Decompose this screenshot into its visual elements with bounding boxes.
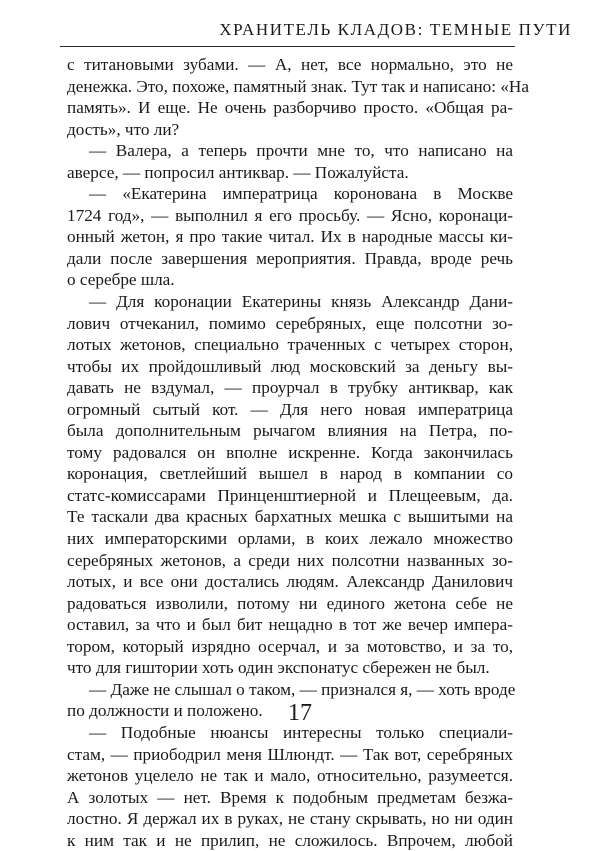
text-line: радоваться изволили, потому ни единого жетона себе не	[67, 593, 513, 613]
text-line: к ним так и не прилип, не сложилось. Впрочем, любой	[67, 830, 513, 850]
text-line: онный жетон, я про такие читал. Их в народные массы ки-	[67, 227, 513, 247]
text-line: — «Екатерина императрица коронована в Москве	[89, 184, 513, 204]
text-line: — Подобные нюансы интересны только специали-	[89, 722, 513, 742]
text-line: память». И еще. Не очень разборчиво просто. «Общая ра-	[67, 98, 513, 118]
text-line: статс-комиссарами Принценштиерной и Плещеевым, да.	[67, 485, 513, 505]
text-line: о серебре шла.	[67, 270, 175, 290]
text-line: А золотых — нет. Время к подобным предметам безжа-	[67, 787, 513, 807]
text-line: оставил, за что и был бит нещадно в тот же вечер импера-	[67, 615, 513, 635]
text-line: лостно. Я держал их в руках, не стану скрывать, но ни один	[67, 809, 513, 829]
text-line: аверсе, — попросил антиквар. — Пожалуйста.	[67, 162, 409, 182]
header-rule	[60, 46, 515, 47]
text-line: коронация, светлейший вышел в народ в компании со	[67, 464, 513, 484]
text-line: — Валера, а теперь прочти мне то, что написано на	[89, 141, 513, 161]
text-line: лотых, и все они достались людям. Александр Данилович	[67, 572, 513, 592]
body-text	[67, 54, 529, 851]
page-number: 17	[288, 700, 312, 726]
running-head: ХРАНИТЕЛЬ КЛАДОВ: ТЕМНЫЕ ПУТИ	[219, 20, 572, 39]
text-line: стам, — приободрил меня Шлюндт. — Так вот, серебряных	[67, 744, 513, 764]
text-line: огромный сытый кот. — Для него новая императрица	[67, 399, 513, 419]
text-line: Те таскали два красных бархатных мешка с вышитыми на	[67, 507, 513, 527]
text-line: серебряных жетонов, а среди них полсотни названных зо-	[67, 550, 513, 570]
text-line: чтобы их пройдошливый люд московский за деньгу вы-	[67, 356, 513, 376]
text-line: них императорскими орлами, в коих лежало множество	[67, 529, 513, 549]
text-line: денежка. Это, похоже, памятный знак. Тут так и написано: «На	[67, 76, 529, 96]
text-line: давать не вздумал, — проурчал в трубку антиквар, как	[67, 378, 513, 398]
text-line: — Для коронации Екатерины князь Александр Дани-	[89, 292, 513, 312]
text-line: по должности и положено.	[67, 701, 263, 721]
text-line: лович отчеканил, помимо серебряных, еще полсотни зо-	[67, 313, 513, 333]
text-line: лотых жетонов, специально траченных с четырех сторон,	[67, 335, 513, 355]
text-line: жетонов уцелело не так и мало, относительно, разумеется.	[67, 766, 513, 786]
text-line: с титановыми зубами. — А, нет, все нормально, это не	[67, 55, 513, 74]
text-line: была дополнительным рычагом влияния на Петра, по-	[67, 421, 513, 441]
text-line: 1724 год», — выполнил я его просьбу. — Ясно, коронаци-	[67, 205, 513, 225]
text-line: тором, который изрядно осерчал, и за мотовство, и за то,	[67, 636, 513, 656]
text-line: тому радовался он вполне искренне. Когда закончилась	[67, 442, 513, 462]
text-line: дость», что ли?	[67, 119, 180, 139]
text-line: что для гиштории хоть один экспонатус сбережен не был.	[67, 658, 490, 678]
text-line: — Даже не слышал о таком, — признался я, — хоть вроде	[89, 679, 516, 699]
text-line: дали после завершения мероприятия. Правда, вроде речь	[67, 248, 513, 268]
